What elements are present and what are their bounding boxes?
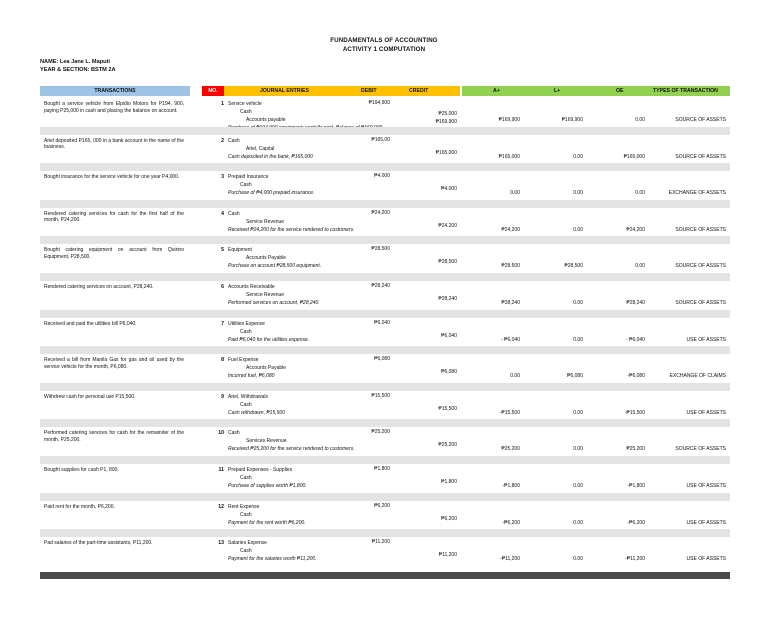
assets-change: 0.00	[510, 373, 520, 380]
journal-explanation: Received ₱25,200 for the service rendered to customers.	[228, 446, 355, 453]
credit-amount: ₱24,200	[438, 222, 457, 229]
assets-change: ₱165,000	[498, 153, 520, 160]
debit-amount: ₱11,200	[371, 539, 390, 546]
journal-explanation: Payment for the salaries worth ₱11,200.	[228, 556, 317, 563]
transaction-description: Rendered catering services on account, P28,240.	[44, 284, 154, 290]
debit-amount: ₱24,200	[371, 209, 390, 216]
journal-explanation: Cash deposited in the bank, ₱165,000	[228, 153, 313, 160]
assets-change: 0.00	[510, 190, 520, 197]
journal-explanation: Purchase of ₱4,000 prepaid insurance.	[228, 190, 315, 197]
equity-change: ₱24,200	[626, 226, 645, 233]
credit-amount: ₱4,000	[441, 186, 457, 193]
transaction-type: SOURCE OF ASSETS	[675, 117, 726, 123]
journal-account: Service vehicle	[228, 101, 262, 107]
journal-header-bar	[224, 86, 460, 96]
journal-account: Utilities Expense	[228, 320, 265, 327]
assets-change: - ₱6,040	[501, 336, 520, 343]
assets-header: A+	[493, 88, 500, 94]
entry-number: 10	[218, 430, 224, 437]
equation-header-bar	[462, 86, 730, 96]
assets-change: -₱1,800	[502, 483, 520, 489]
debit-amount: ₱6,080	[374, 356, 390, 363]
entry-number: 12	[218, 503, 224, 510]
liabilities-change: 0.00	[573, 300, 583, 306]
section-line	[40, 67, 116, 73]
liabilities-change: 0.00	[573, 336, 583, 343]
journal-header: JOURNAL ENTRIES	[260, 88, 309, 94]
row-separator	[40, 529, 730, 537]
entry-number: 4	[221, 210, 224, 217]
row-separator	[40, 383, 730, 391]
transaction-description: Bought insurance for the service vehicle for one year P4,000.	[44, 174, 180, 181]
entry-number: 9	[221, 393, 224, 400]
transaction-type: USE OF ASSETS	[686, 556, 726, 563]
assets-change: ₱24,200	[501, 226, 520, 233]
journal-account: Salaries Expense	[228, 540, 267, 547]
entry-number: 1	[221, 101, 224, 107]
student-name: Lea Jane L. Maputi	[59, 59, 110, 65]
equity-change: ₱28,240	[626, 300, 645, 306]
transaction-type: SOURCE OF ASSETS	[675, 153, 726, 160]
debit-amount: ₱28,240	[371, 283, 390, 289]
section-value: BSTM 2A	[90, 67, 116, 73]
transaction-description: Bought supplies for cash P1, 800.	[44, 467, 119, 473]
debit-amount: ₱4,000	[374, 173, 390, 180]
liabilities-change: 0.00	[573, 519, 583, 526]
journal-account: Accounts Payable	[246, 255, 287, 262]
journal-explanation: Payment for the rent worth ₱6,200.	[228, 519, 306, 526]
assets-change: -₱11,200	[500, 556, 520, 563]
credit-amount: ₱6,080	[441, 369, 457, 376]
entry-number: 13	[218, 540, 224, 547]
row-separator	[40, 310, 730, 318]
liabilities-change: ₱169,900	[561, 117, 583, 123]
journal-account: Cash	[228, 210, 240, 217]
no-header: NO.	[202, 86, 224, 96]
liabilities-change: ₱28,500	[564, 263, 583, 270]
liabilities-change: 0.00	[573, 409, 583, 416]
equity-change: ₱165,000	[623, 153, 645, 160]
transaction-description: Rendered catering services for cash for the first half of the month, P24,200.	[44, 210, 184, 224]
credit-amount: ₱28,500	[438, 259, 457, 266]
row-separator	[40, 419, 730, 427]
liabilities-change: 0.00	[573, 483, 583, 489]
transaction-description: Bought catering equipment on account from Quirino Equipment, P28,500.	[44, 247, 184, 260]
document-title: FUNDAMENTALS OF ACCOUNTING	[330, 37, 438, 44]
credit-amount: ₱25,200	[438, 442, 457, 449]
equity-change: - ₱6,040	[626, 336, 645, 343]
journal-account: Accounts Payable	[246, 365, 287, 372]
entry-number: 2	[221, 137, 224, 144]
section-label: YEAR & SECTION:	[40, 67, 90, 73]
journal-account: Services Revenue	[246, 438, 287, 445]
transaction-type: SOURCE OF ASSETS	[675, 263, 726, 270]
journal-account: Cash	[240, 328, 252, 335]
credit-amount: ₱11,200	[438, 552, 457, 559]
journal-account: Prepaid Expenses - Supplies	[228, 467, 293, 473]
transaction-type: USE OF ASSETS	[686, 336, 726, 343]
credit-amount: ₱165,000	[435, 149, 457, 156]
transaction-type: SOURCE OF ASSETS	[675, 300, 726, 306]
row-separator	[40, 493, 730, 501]
liabilities-change: 0.00	[573, 226, 583, 233]
entry-number: 6	[221, 284, 224, 290]
credit-amount: ₱28,240	[438, 296, 457, 302]
equity-change: 0.00	[635, 117, 645, 123]
row-separator	[40, 127, 730, 135]
journal-account: Accounts Receivable	[228, 284, 275, 290]
transaction-description: Ariel deposited P165, 000 in a bank account in the name of the business.	[44, 137, 184, 151]
liabilities-header: L+	[554, 88, 561, 94]
transaction-type: USE OF ASSETS	[686, 519, 726, 526]
transaction-description: Paid rent for the month, P6,200.	[44, 503, 115, 510]
journal-account: Rent Expense	[228, 503, 260, 510]
row-separator	[40, 346, 730, 354]
entry-number: 3	[221, 174, 224, 181]
transaction-type: USE OF ASSETS	[686, 409, 726, 416]
liabilities-change: 0.00	[573, 446, 583, 453]
debit-amount: ₱6,040	[374, 319, 390, 326]
transaction-description: Performed catering services for cash for the remainder of the month, P25,200.	[44, 430, 184, 443]
credit-header: CREDIT	[409, 88, 429, 94]
credit-amount: ₱15,500	[438, 405, 457, 412]
liabilities-change: ₱6,080	[567, 373, 583, 380]
liabilities-change: 0.00	[573, 153, 583, 160]
name-label: NAME:	[40, 59, 59, 65]
journal-explanation: Received ₱24,200 for the service rendered to customers.	[228, 226, 355, 233]
journal-explanation: Purchase on account ₱28,500 equipment.	[228, 263, 322, 270]
credit-amount: ₱169,900	[435, 119, 457, 125]
entry-number: 8	[221, 357, 224, 364]
journal-account: Service Revenue	[246, 218, 285, 225]
footer-bar	[40, 572, 730, 579]
journal-account: Cash	[240, 548, 252, 555]
credit-amount: ₱6,040	[441, 332, 457, 339]
debit-amount: ₱194,900	[368, 100, 390, 106]
debit-amount: ₱6,200	[374, 502, 390, 509]
journal-account: Accounts payable	[246, 117, 286, 123]
credit-amount: ₱1,800	[441, 479, 457, 485]
equity-change: -₱11,200	[625, 556, 645, 563]
equity-change: ₱25,200	[626, 446, 645, 453]
journal-account: Cash	[228, 137, 240, 144]
assets-change: ₱28,240	[501, 300, 520, 306]
journal-account: Cash	[240, 109, 252, 115]
transaction-description: Withdrew cash for personal use P15,500.	[44, 393, 136, 400]
equity-change: -₱6,200	[627, 519, 645, 526]
journal-explanation: Purchase of supplies worth ₱1,800.	[228, 483, 307, 489]
equity-change: -₱15,500	[624, 409, 645, 416]
transaction-description: Received and paid the utilities bill P6,040.	[44, 320, 137, 327]
debit-amount: ₱15,500	[371, 392, 390, 399]
transaction-type: SOURCE OF ASSETS	[675, 446, 726, 453]
transaction-description: Bought a service vehicle from Elpidio Motors for P194, 900, paying P25,000 in cash and placing the balance on account.	[44, 101, 184, 114]
row-separator	[40, 273, 730, 281]
equity-change: -₱6,080	[627, 373, 645, 380]
type-header: TYPES OF TRANSACTION	[653, 88, 718, 94]
debit-header: DEBIT	[361, 88, 377, 94]
debit-amount: ₱25,200	[371, 429, 390, 436]
assets-change: ₱28,500	[501, 263, 520, 270]
journal-explanation: Performed services on account, ₱28,240.	[228, 300, 320, 306]
debit-amount: ₱28,500	[371, 246, 390, 253]
journal-account: Ariel, Withdrawals	[228, 393, 269, 400]
equity-change: 0.00	[635, 263, 645, 270]
equity-header: OE	[616, 88, 624, 94]
liabilities-change: 0.00	[573, 190, 583, 197]
entry-number: 11	[218, 467, 224, 473]
journal-explanation: Incurred fuel, ₱6,080	[228, 373, 275, 380]
credit-amount: ₱25,000	[438, 111, 457, 117]
equity-change: 0.00	[635, 190, 645, 197]
transaction-type: USE OF ASSETS	[686, 483, 726, 489]
transaction-description: Pad salaries of the part-time assistants, P11,200.	[44, 540, 153, 547]
equity-change: -₱1,800	[627, 483, 645, 489]
journal-explanation: Cash withdrawn, ₱15,500	[228, 409, 285, 416]
row-separator	[40, 200, 730, 208]
journal-account: Ariel, Capital	[246, 145, 275, 152]
entry-number: 7	[221, 320, 224, 327]
assets-change: ₱25,200	[501, 446, 520, 453]
journal-account: Prepaid Insurance	[228, 174, 269, 181]
student-name-line	[40, 59, 110, 65]
debit-amount: ₱1,800	[374, 466, 390, 472]
journal-account: Cash	[228, 430, 240, 437]
entry-number: 5	[221, 247, 224, 254]
transaction-type: SOURCE OF ASSETS	[675, 226, 726, 233]
liabilities-change: 0.00	[573, 556, 583, 563]
credit-amount: ₱6,200	[441, 515, 457, 522]
assets-change: ₱169,900	[498, 117, 520, 123]
row-separator	[40, 456, 730, 464]
transaction-type: EXCHANGE OF ASSETS	[668, 190, 726, 197]
journal-account: Cash	[240, 182, 252, 189]
journal-account: Equipment	[228, 247, 252, 254]
assets-change: -₱15,500	[499, 409, 520, 416]
row-separator	[40, 163, 730, 171]
transactions-header: TRANSACTIONS	[40, 86, 190, 96]
transaction-description: Received a bill from Manila Gas for gas and oil used by the service vehicle for the month, P6,080.	[44, 357, 184, 370]
assets-change: -₱6,200	[502, 519, 520, 526]
journal-account: Cash	[240, 511, 252, 518]
transaction-type: EXCHANGE OF CLAIMS	[669, 373, 726, 380]
journal-account: Service Revenue	[246, 292, 285, 298]
debit-amount: ₱165,00	[371, 136, 390, 143]
document-subtitle: ACTIVITY 1 COMPUTATION	[342, 46, 426, 53]
journal-explanation: Paid ₱6,040 for the utilities expense.	[228, 336, 310, 343]
row-separator	[40, 236, 730, 244]
journal-account: Fuel Expense	[228, 357, 259, 364]
journal-account: Cash	[240, 401, 252, 408]
journal-account: Cash	[240, 475, 252, 481]
